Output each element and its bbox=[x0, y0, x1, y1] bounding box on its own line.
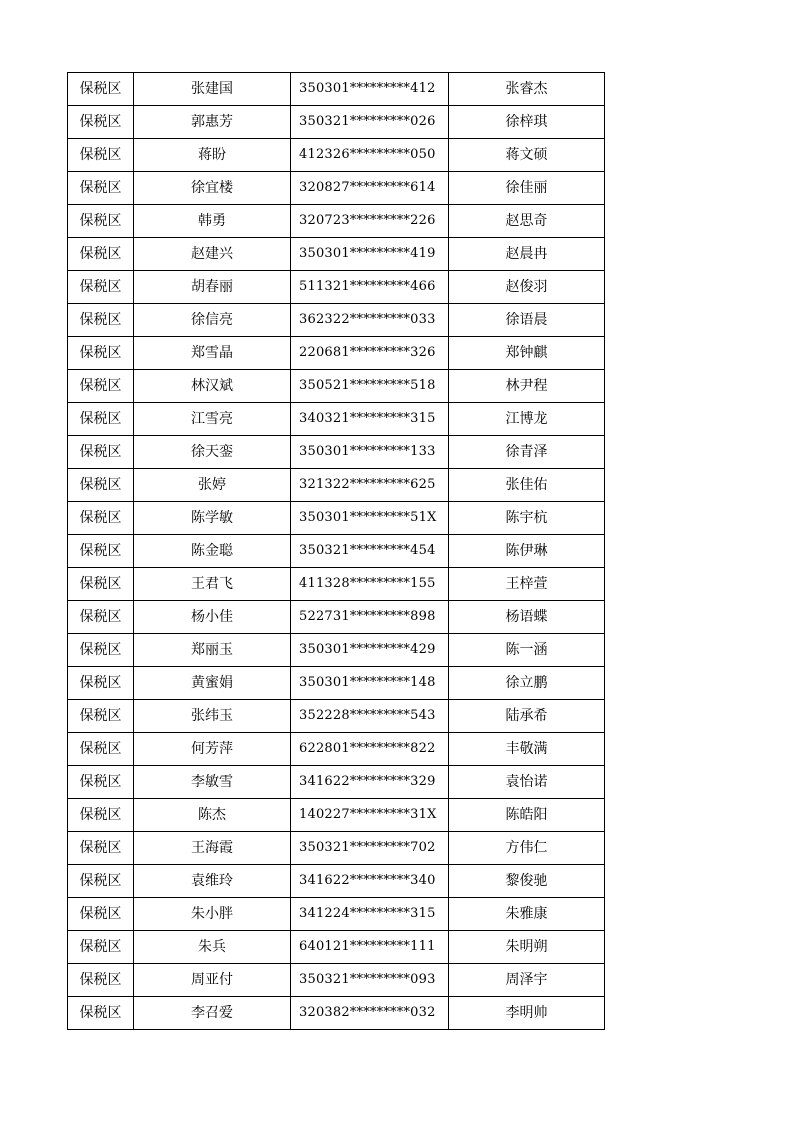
id-number-cell: 350321*********026 bbox=[291, 106, 449, 139]
child-name-cell: 朱明朔 bbox=[449, 931, 605, 964]
child-name-cell: 朱雅康 bbox=[449, 898, 605, 931]
id-number-cell: 350301*********419 bbox=[291, 238, 449, 271]
table-row bbox=[68, 931, 605, 964]
id-number-cell: 350301*********429 bbox=[291, 634, 449, 667]
table-row bbox=[68, 106, 605, 139]
id-number-cell: 350301*********133 bbox=[291, 436, 449, 469]
table-row bbox=[68, 370, 605, 403]
id-number-cell: 411328*********155 bbox=[291, 568, 449, 601]
table-row bbox=[68, 634, 605, 667]
region-cell: 保税区 bbox=[68, 502, 134, 535]
id-number-cell: 320382*********032 bbox=[291, 997, 449, 1030]
id-number-cell: 220681*********326 bbox=[291, 337, 449, 370]
id-number-cell: 341622*********329 bbox=[291, 766, 449, 799]
region-cell: 保税区 bbox=[68, 700, 134, 733]
child-name-cell: 江博龙 bbox=[449, 403, 605, 436]
child-name-cell: 林尹程 bbox=[449, 370, 605, 403]
child-name-cell: 赵俊羽 bbox=[449, 271, 605, 304]
name-cell: 蒋盼 bbox=[134, 139, 291, 172]
region-cell: 保税区 bbox=[68, 601, 134, 634]
table-row bbox=[68, 73, 605, 106]
table-row bbox=[68, 271, 605, 304]
name-cell: 周亚付 bbox=[134, 964, 291, 997]
id-number-cell: 320723*********226 bbox=[291, 205, 449, 238]
name-cell: 徐天銮 bbox=[134, 436, 291, 469]
table-row bbox=[68, 832, 605, 865]
name-cell: 陈杰 bbox=[134, 799, 291, 832]
child-name-cell: 陆承希 bbox=[449, 700, 605, 733]
region-cell: 保税区 bbox=[68, 469, 134, 502]
region-cell: 保税区 bbox=[68, 964, 134, 997]
region-cell: 保税区 bbox=[68, 898, 134, 931]
table-row bbox=[68, 238, 605, 271]
region-cell: 保税区 bbox=[68, 370, 134, 403]
child-name-cell: 王梓萱 bbox=[449, 568, 605, 601]
region-cell: 保税区 bbox=[68, 733, 134, 766]
name-cell: 朱兵 bbox=[134, 931, 291, 964]
table-row bbox=[68, 403, 605, 436]
id-number-cell: 622801*********822 bbox=[291, 733, 449, 766]
name-cell: 张建国 bbox=[134, 73, 291, 106]
name-cell: 陈金聪 bbox=[134, 535, 291, 568]
name-cell: 郭惠芳 bbox=[134, 106, 291, 139]
table-row bbox=[68, 139, 605, 172]
id-number-cell: 640121*********111 bbox=[291, 931, 449, 964]
table-row bbox=[68, 502, 605, 535]
name-cell: 林汉斌 bbox=[134, 370, 291, 403]
region-cell: 保税区 bbox=[68, 436, 134, 469]
name-cell: 徐宜楼 bbox=[134, 172, 291, 205]
name-cell: 张纬玉 bbox=[134, 700, 291, 733]
region-cell: 保税区 bbox=[68, 535, 134, 568]
id-number-cell: 362322*********033 bbox=[291, 304, 449, 337]
table-row bbox=[68, 865, 605, 898]
id-number-cell: 320827*********614 bbox=[291, 172, 449, 205]
name-cell: 李召爱 bbox=[134, 997, 291, 1030]
table-row bbox=[68, 733, 605, 766]
table-row bbox=[68, 436, 605, 469]
name-cell: 王君飞 bbox=[134, 568, 291, 601]
id-number-cell: 341622*********340 bbox=[291, 865, 449, 898]
table-row bbox=[68, 898, 605, 931]
name-cell: 袁维玲 bbox=[134, 865, 291, 898]
child-name-cell: 李明帅 bbox=[449, 997, 605, 1030]
child-name-cell: 徐佳丽 bbox=[449, 172, 605, 205]
name-cell: 江雪亮 bbox=[134, 403, 291, 436]
child-name-cell: 丰敬满 bbox=[449, 733, 605, 766]
child-name-cell: 徐梓琪 bbox=[449, 106, 605, 139]
name-cell: 陈学敏 bbox=[134, 502, 291, 535]
child-name-cell: 赵思奇 bbox=[449, 205, 605, 238]
id-number-cell: 350301*********148 bbox=[291, 667, 449, 700]
region-cell: 保税区 bbox=[68, 634, 134, 667]
child-name-cell: 徐语晨 bbox=[449, 304, 605, 337]
region-cell: 保税区 bbox=[68, 337, 134, 370]
id-number-cell: 140227*********31X bbox=[291, 799, 449, 832]
child-name-cell: 陈宇杭 bbox=[449, 502, 605, 535]
region-cell: 保税区 bbox=[68, 271, 134, 304]
id-number-cell: 412326*********050 bbox=[291, 139, 449, 172]
table-row bbox=[68, 667, 605, 700]
child-name-cell: 郑钟麒 bbox=[449, 337, 605, 370]
region-cell: 保税区 bbox=[68, 205, 134, 238]
region-cell: 保税区 bbox=[68, 73, 134, 106]
region-cell: 保税区 bbox=[68, 238, 134, 271]
region-cell: 保税区 bbox=[68, 139, 134, 172]
child-name-cell: 徐立鹏 bbox=[449, 667, 605, 700]
id-number-cell: 350321*********454 bbox=[291, 535, 449, 568]
table-row bbox=[68, 997, 605, 1030]
id-number-cell: 321322*********625 bbox=[291, 469, 449, 502]
id-number-cell: 350301*********412 bbox=[291, 73, 449, 106]
table-row bbox=[68, 337, 605, 370]
name-cell: 李敏雪 bbox=[134, 766, 291, 799]
table-row bbox=[68, 964, 605, 997]
region-cell: 保税区 bbox=[68, 865, 134, 898]
name-cell: 王海霞 bbox=[134, 832, 291, 865]
child-name-cell: 周泽宇 bbox=[449, 964, 605, 997]
table-row bbox=[68, 799, 605, 832]
id-number-cell: 352228*********543 bbox=[291, 700, 449, 733]
id-number-cell: 350301*********51X bbox=[291, 502, 449, 535]
region-cell: 保税区 bbox=[68, 997, 134, 1030]
region-cell: 保税区 bbox=[68, 172, 134, 205]
table-row bbox=[68, 172, 605, 205]
table-row bbox=[68, 205, 605, 238]
child-name-cell: 陈皓阳 bbox=[449, 799, 605, 832]
id-number-cell: 350321*********702 bbox=[291, 832, 449, 865]
child-name-cell: 徐青泽 bbox=[449, 436, 605, 469]
region-cell: 保税区 bbox=[68, 403, 134, 436]
table-body bbox=[68, 73, 605, 1030]
child-name-cell: 张佳佑 bbox=[449, 469, 605, 502]
child-name-cell: 赵晨冉 bbox=[449, 238, 605, 271]
name-cell: 胡春丽 bbox=[134, 271, 291, 304]
region-cell: 保税区 bbox=[68, 304, 134, 337]
region-cell: 保税区 bbox=[68, 667, 134, 700]
name-cell: 郑雪晶 bbox=[134, 337, 291, 370]
id-number-cell: 522731*********898 bbox=[291, 601, 449, 634]
child-name-cell: 陈伊琳 bbox=[449, 535, 605, 568]
name-cell: 杨小佳 bbox=[134, 601, 291, 634]
name-cell: 朱小胖 bbox=[134, 898, 291, 931]
id-number-cell: 350521*********518 bbox=[291, 370, 449, 403]
table-row bbox=[68, 304, 605, 337]
region-cell: 保税区 bbox=[68, 766, 134, 799]
child-name-cell: 蒋文硕 bbox=[449, 139, 605, 172]
name-cell: 赵建兴 bbox=[134, 238, 291, 271]
child-name-cell: 黎俊驰 bbox=[449, 865, 605, 898]
child-name-cell: 方伟仁 bbox=[449, 832, 605, 865]
region-cell: 保税区 bbox=[68, 106, 134, 139]
child-name-cell: 杨语蝶 bbox=[449, 601, 605, 634]
table-row bbox=[68, 469, 605, 502]
name-cell: 郑丽玉 bbox=[134, 634, 291, 667]
name-cell: 徐信亮 bbox=[134, 304, 291, 337]
table-row bbox=[68, 535, 605, 568]
table-row bbox=[68, 601, 605, 634]
table-row bbox=[68, 568, 605, 601]
id-number-cell: 340321*********315 bbox=[291, 403, 449, 436]
table-row bbox=[68, 700, 605, 733]
name-cell: 何芳萍 bbox=[134, 733, 291, 766]
id-number-cell: 341224*********315 bbox=[291, 898, 449, 931]
id-number-cell: 511321*********466 bbox=[291, 271, 449, 304]
child-name-cell: 袁怡诺 bbox=[449, 766, 605, 799]
name-cell: 张婷 bbox=[134, 469, 291, 502]
id-number-cell: 350321*********093 bbox=[291, 964, 449, 997]
region-cell: 保税区 bbox=[68, 931, 134, 964]
region-cell: 保税区 bbox=[68, 832, 134, 865]
child-name-cell: 陈一涵 bbox=[449, 634, 605, 667]
data-table bbox=[67, 72, 605, 1030]
region-cell: 保税区 bbox=[68, 568, 134, 601]
region-cell: 保税区 bbox=[68, 799, 134, 832]
child-name-cell: 张睿杰 bbox=[449, 73, 605, 106]
name-cell: 黄蜜娟 bbox=[134, 667, 291, 700]
table-row bbox=[68, 766, 605, 799]
name-cell: 韩勇 bbox=[134, 205, 291, 238]
